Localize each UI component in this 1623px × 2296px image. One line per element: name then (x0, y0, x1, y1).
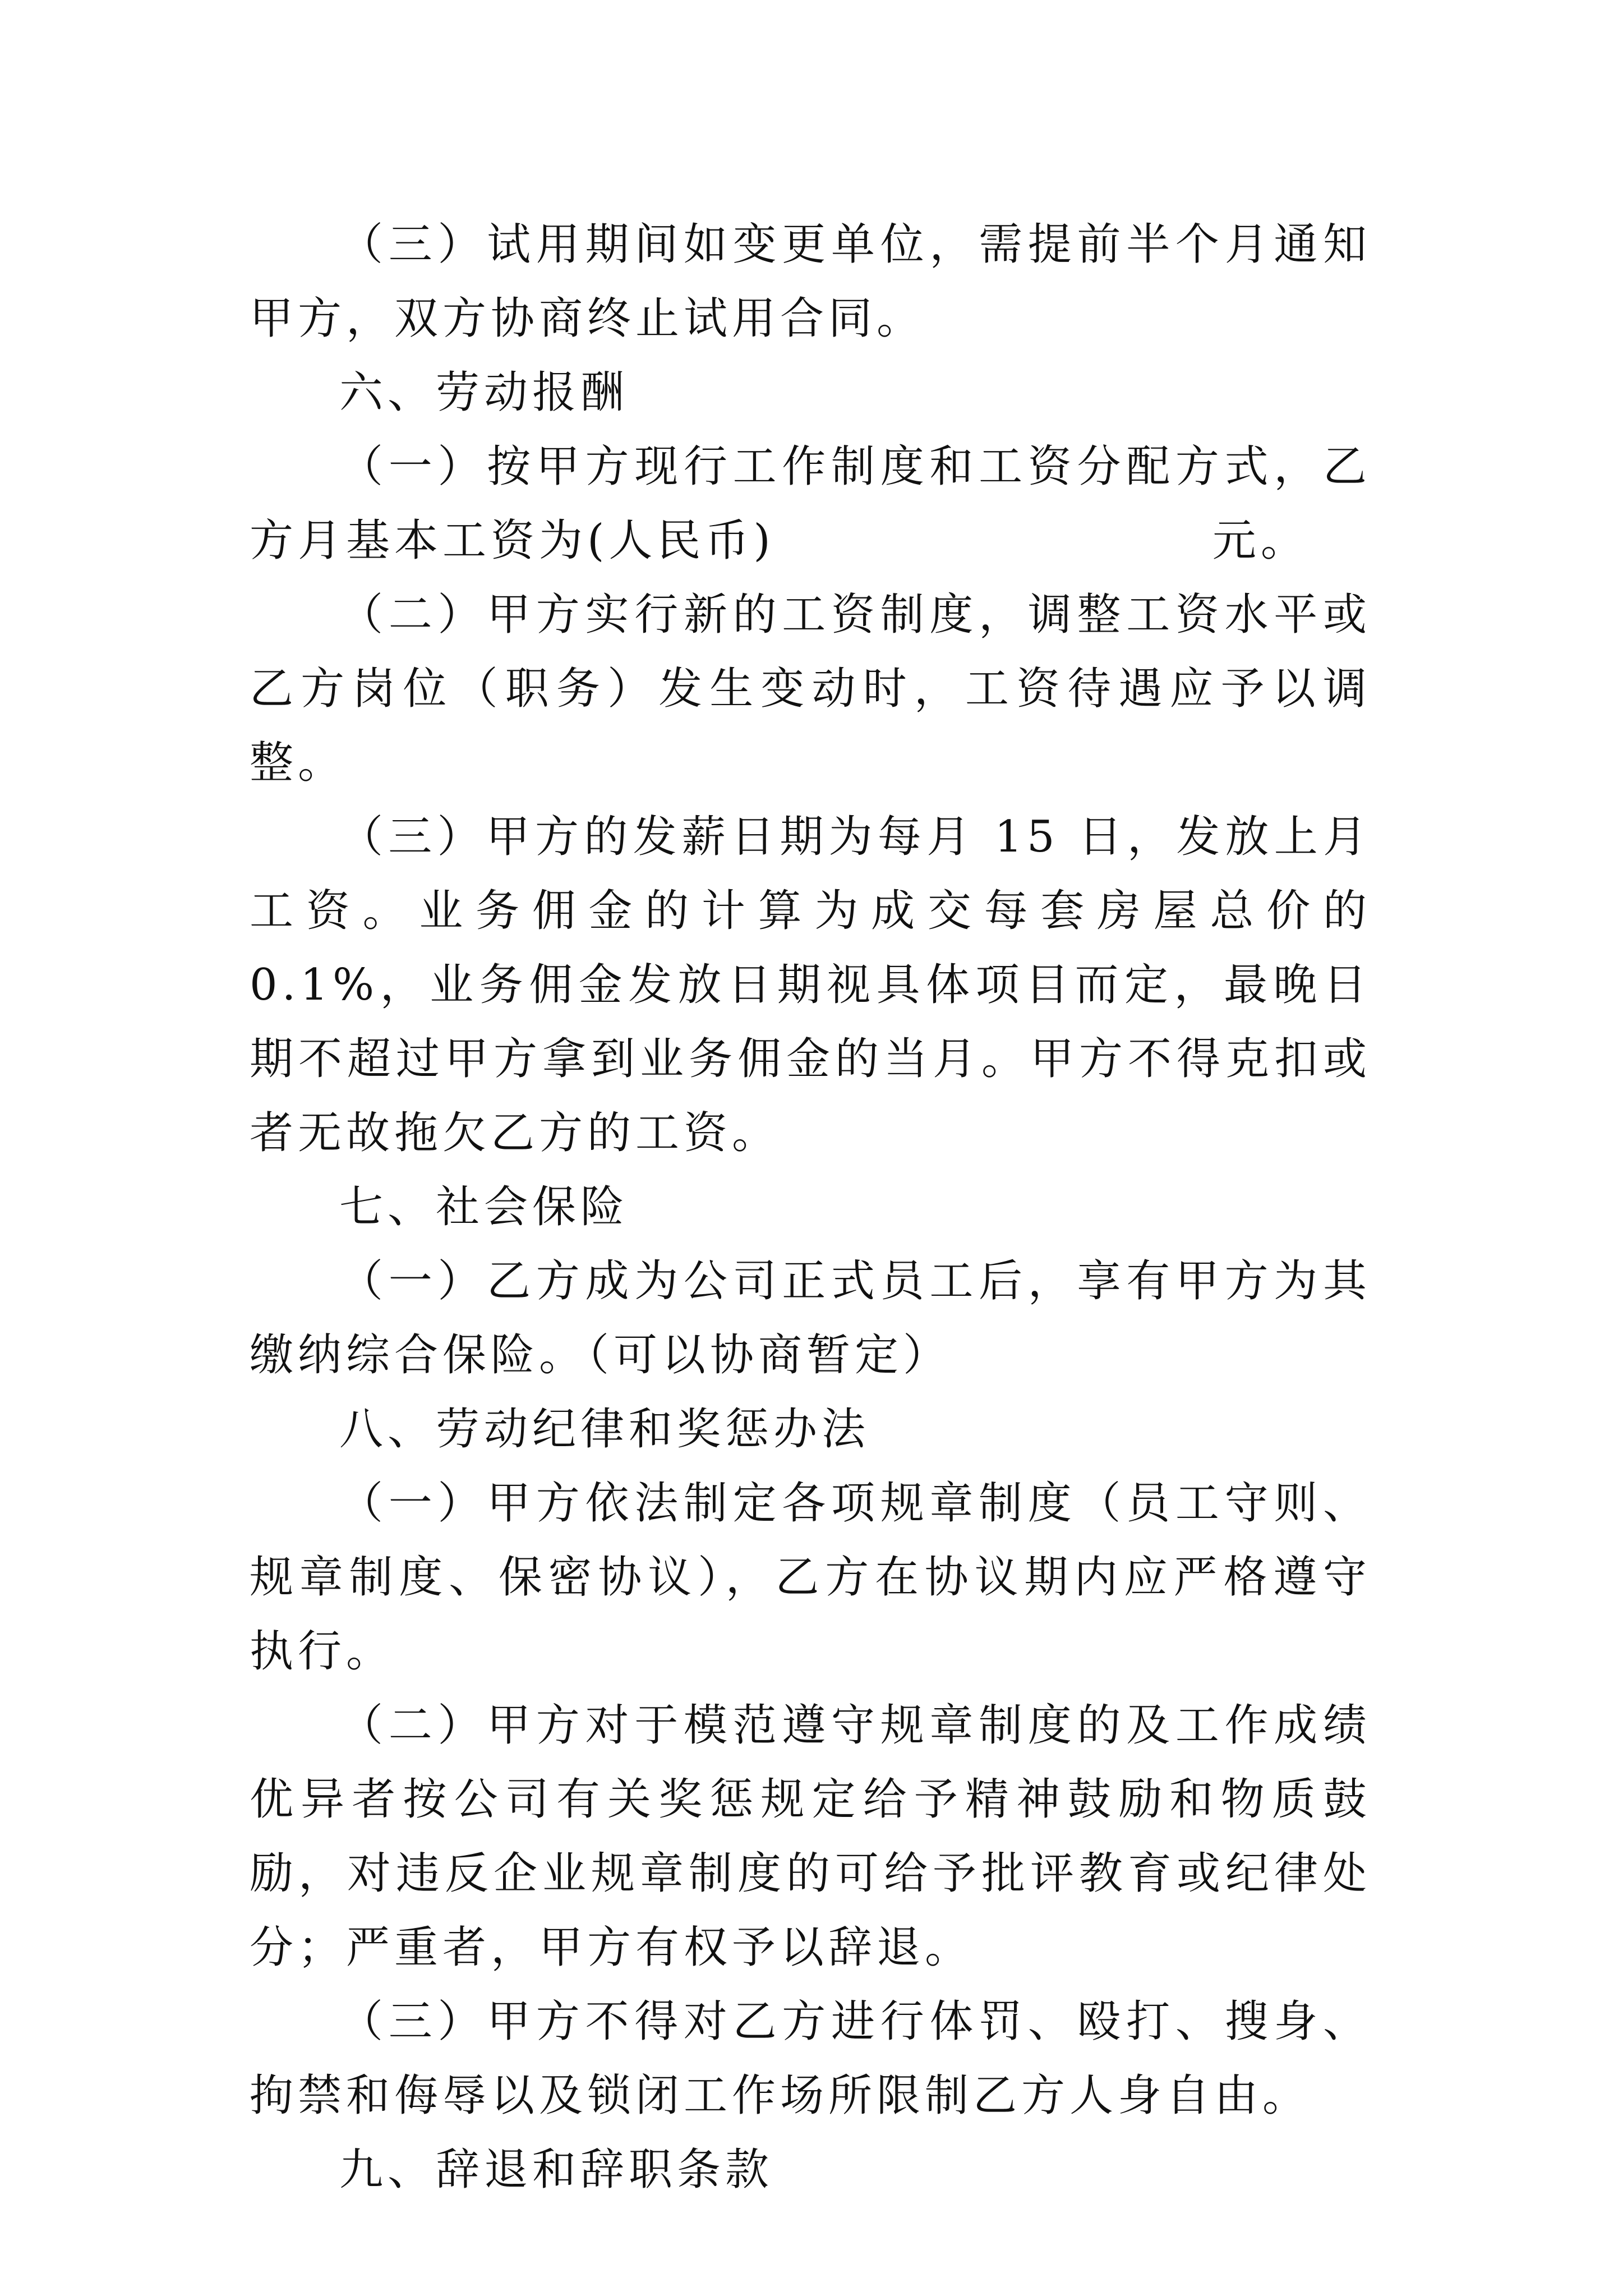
section-heading-remuneration: 六、劳动报酬 (339, 367, 629, 418)
clause-pay-date: （三）甲方的发薪日期为每月 15 日，发放上月工资。业务佣金的计算为成交每套房屋总价的 0.1%，业务佣金发放日期视具体项目而定，最晚日期不超过甲方拿到业务佣金的当月。甲方不得克扣或者无故拖欠乙方的工资。 (250, 812, 1371, 1158)
clause-base-salary-unit: 元。 (1212, 516, 1309, 566)
clause-salary-adjustment: （二）甲方实行新的工资制度，调整工资水平或乙方岗位（职务）发生变动时，工资待遇应予以调整。 (250, 590, 1371, 788)
clause-rewards: （二）甲方对于模范遵守规章制度的及工作成绩优异者按公司有关奖惩规定给予精神鼓励和物质鼓励，对违反企业规章制度的可给予批评教育或纪律处分；严重者，甲方有权予以辞退。 (250, 1700, 1371, 1973)
clause-rules: （一）甲方依法制定各项规章制度（员工守则、规章制度、保密协议），乙方在协议期内应严格遵守执行。 (250, 1478, 1371, 1677)
clause-probation-change: （三）试用期间如变更单位，需提前半个月通知甲方，双方协商终止试用合同。 (250, 219, 1371, 344)
clause-base-salary (250, 430, 1371, 578)
section-heading-social-insurance: 七、社会保险 (339, 1182, 629, 1232)
section-heading-discipline: 八、劳动纪律和奖惩办法 (339, 1404, 870, 1455)
clause-insurance: （一）乙方成为公司正式员工后，享有甲方为其缴纳综合保险。（可以协商暂定） (250, 1256, 1371, 1381)
clause-base-salary-text: （一）按甲方现行工作制度和工资分配方式，乙方月基本工资为(人民币) (250, 441, 1371, 566)
document-body (250, 208, 1371, 2207)
section-heading-dismissal: 九、辞退和辞职条款 (339, 2145, 774, 2195)
clause-prohibitions: （三）甲方不得对乙方进行体罚、殴打、搜身、拘禁和侮辱以及锁闭工作场所限制乙方人身自由。 (250, 1996, 1371, 2121)
